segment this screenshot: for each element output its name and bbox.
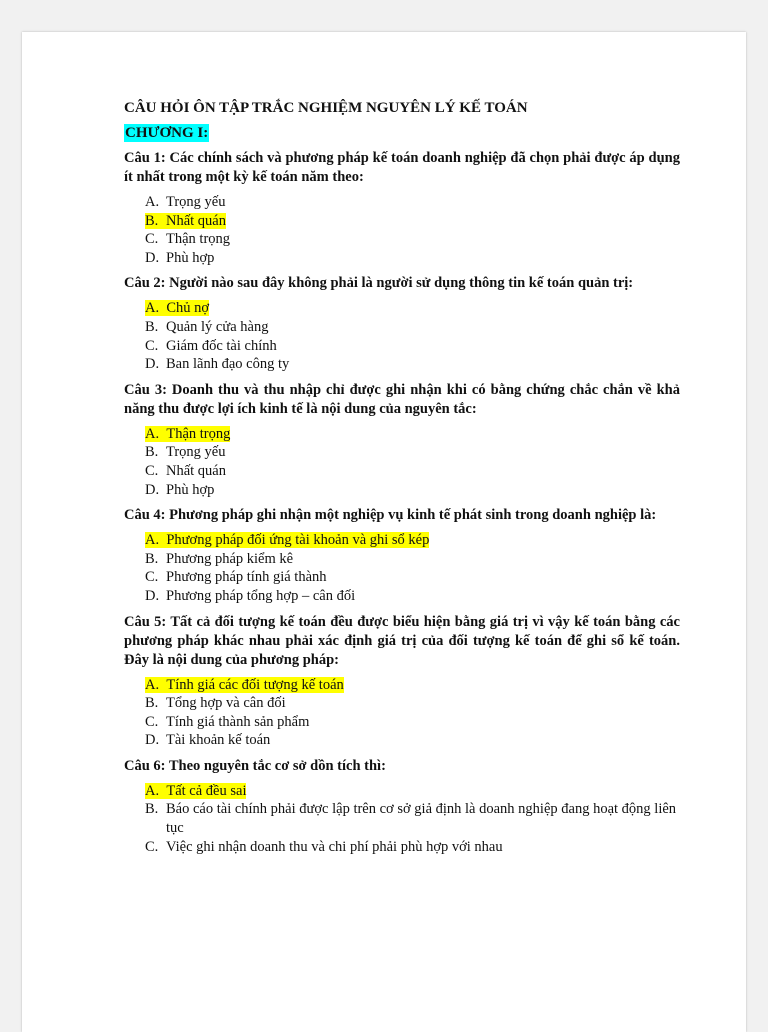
question-block: [124, 149, 680, 267]
document-content: [124, 96, 680, 856]
option-letter: C.: [145, 337, 159, 354]
option-letter: [124, 676, 166, 695]
question-block: [124, 381, 680, 499]
answer-option: [124, 337, 680, 356]
option-letter: B.: [145, 550, 159, 567]
option-letter: [124, 782, 166, 801]
question-block: [124, 613, 680, 750]
answer-option: [124, 568, 680, 587]
question-text: Câu 6: Theo nguyên tắc cơ sở dồn tích thì:: [124, 757, 386, 774]
option-text: Thận trọng: [166, 231, 231, 248]
option-text: Nhất quán: [166, 462, 226, 479]
option-letter: D.: [145, 356, 160, 373]
option-letter: C.: [145, 569, 159, 586]
option-letter: B.: [145, 801, 159, 818]
question-block: [124, 274, 680, 373]
question-text: Câu 2: Người nào sau đây không phải là người sử dụng thông tin kế toán quản trị:: [124, 275, 634, 292]
option-letter: B.: [145, 695, 159, 712]
question-text: Câu 5: Tất cả đối tượng kế toán đều được biểu hiện bằng giá trị vì vậy kế toán bằng các phương pháp khác nhau phải xác định giá trị của đối tượng kế toán để ghi sổ kế toán. Đây là nội dung của phương pháp:: [124, 613, 680, 668]
option-letter: [124, 531, 166, 550]
answer-option: [124, 249, 680, 268]
question-block: [124, 506, 680, 605]
option-text: Phù hợp: [166, 249, 215, 266]
answer-option: [124, 782, 680, 801]
answer-option: [124, 230, 680, 249]
question-block: [124, 757, 680, 856]
answer-option: [124, 443, 680, 462]
answer-option: [124, 462, 680, 481]
answer-option: [124, 800, 680, 837]
answer-options: [124, 299, 680, 373]
answer-option: [124, 481, 680, 500]
option-letter: [124, 212, 166, 231]
correct-answer-text: Thận trọng: [166, 425, 231, 442]
option-text: Báo cáo tài chính phải được lập trên cơ sở giả định là doanh nghiệp đang hoạt động liên tục: [166, 801, 677, 837]
answer-options: [124, 193, 680, 267]
answer-option: [124, 318, 680, 337]
option-text: Quản lý cửa hàng: [166, 318, 269, 335]
question-list: [124, 149, 680, 856]
answer-options: [124, 531, 680, 605]
correct-answer-text: Phương pháp đối ứng tài khoản và ghi sổ kép: [166, 532, 430, 549]
answer-option: [124, 694, 680, 713]
option-letter: A.: [145, 194, 160, 210]
correct-answer-text: Tất cả đều sai: [166, 782, 247, 799]
answer-option: [124, 587, 680, 606]
question-text: Câu 4: Phương pháp ghi nhận một nghiệp vụ kinh tế phát sinh trong doanh nghiệp là:: [124, 507, 657, 524]
option-letter: D.: [145, 481, 160, 498]
correct-answer-text: Tính giá các đối tượng kế toán: [166, 676, 344, 693]
answer-option: [124, 355, 680, 374]
document-title: CÂU HỎI ÔN TẬP TRẮC NGHIỆM NGUYÊN LÝ KẾ TOÁN: [124, 100, 528, 116]
answer-option: [124, 299, 680, 318]
option-letter: D.: [145, 587, 160, 604]
option-letter: D.: [145, 732, 160, 749]
option-text: Ban lãnh đạo công ty: [166, 356, 290, 373]
answer-options: [124, 676, 680, 750]
option-letter-highlight: B.: [145, 212, 166, 229]
option-text: Phương pháp tổng hợp – cân đối: [166, 587, 356, 604]
option-text: Việc ghi nhận doanh thu và chi phí phải phù hợp với nhau: [166, 838, 503, 855]
option-letter: [124, 299, 166, 318]
answer-option: [124, 713, 680, 732]
answer-option: [124, 838, 680, 857]
answer-option: [124, 731, 680, 750]
answer-option: [124, 531, 680, 550]
option-text: Trọng yếu: [166, 194, 226, 210]
document-page: [22, 32, 746, 1032]
option-text: Tổng hợp và cân đối: [166, 695, 286, 712]
option-letter: B.: [145, 318, 159, 335]
answer-options: [124, 782, 680, 856]
chapter-heading: CHƯƠNG I:: [125, 125, 209, 141]
answer-option: [124, 212, 680, 231]
answer-option: [124, 425, 680, 444]
option-letter: C.: [145, 713, 159, 730]
option-letter: C.: [145, 838, 159, 855]
option-letter-highlight: A.: [145, 676, 167, 693]
option-text: Phương pháp tính giá thành: [166, 569, 327, 586]
option-text: Tài khoản kế toán: [166, 732, 271, 749]
option-letter: D.: [145, 249, 160, 266]
option-letter-highlight: A.: [145, 300, 167, 317]
correct-answer-text: Chủ nợ: [166, 300, 210, 317]
option-text: Phương pháp kiểm kê: [166, 550, 294, 567]
option-letter-highlight: A.: [145, 532, 167, 549]
option-text: Phù hợp: [166, 481, 215, 498]
answer-option: [124, 676, 680, 695]
answer-options: [124, 425, 680, 499]
correct-answer-text: Nhất quán: [166, 212, 226, 229]
option-letter: [124, 425, 166, 444]
question-text: Câu 1: Các chính sách và phương pháp kế toán doanh nghiệp đã chọn phải được áp dụng ít nhất trong một kỳ kế toán năm theo:: [124, 150, 680, 185]
answer-option: [124, 193, 680, 212]
option-letter: C.: [145, 231, 159, 248]
option-letter-highlight: A.: [145, 425, 167, 442]
option-letter: B.: [145, 444, 159, 461]
question-text: Câu 3: Doanh thu và thu nhập chỉ được ghi nhận khi có bằng chứng chắc chắn về khả năng thu được lợi ích kinh tế là nội dung của nguyên tắc:: [124, 381, 680, 417]
answer-option: [124, 550, 680, 569]
option-text: Tính giá thành sản phẩm: [166, 713, 310, 730]
option-letter-highlight: A.: [145, 782, 167, 799]
option-letter: C.: [145, 462, 159, 479]
option-text: Trọng yếu: [166, 444, 226, 461]
option-text: Giám đốc tài chính: [166, 337, 277, 354]
